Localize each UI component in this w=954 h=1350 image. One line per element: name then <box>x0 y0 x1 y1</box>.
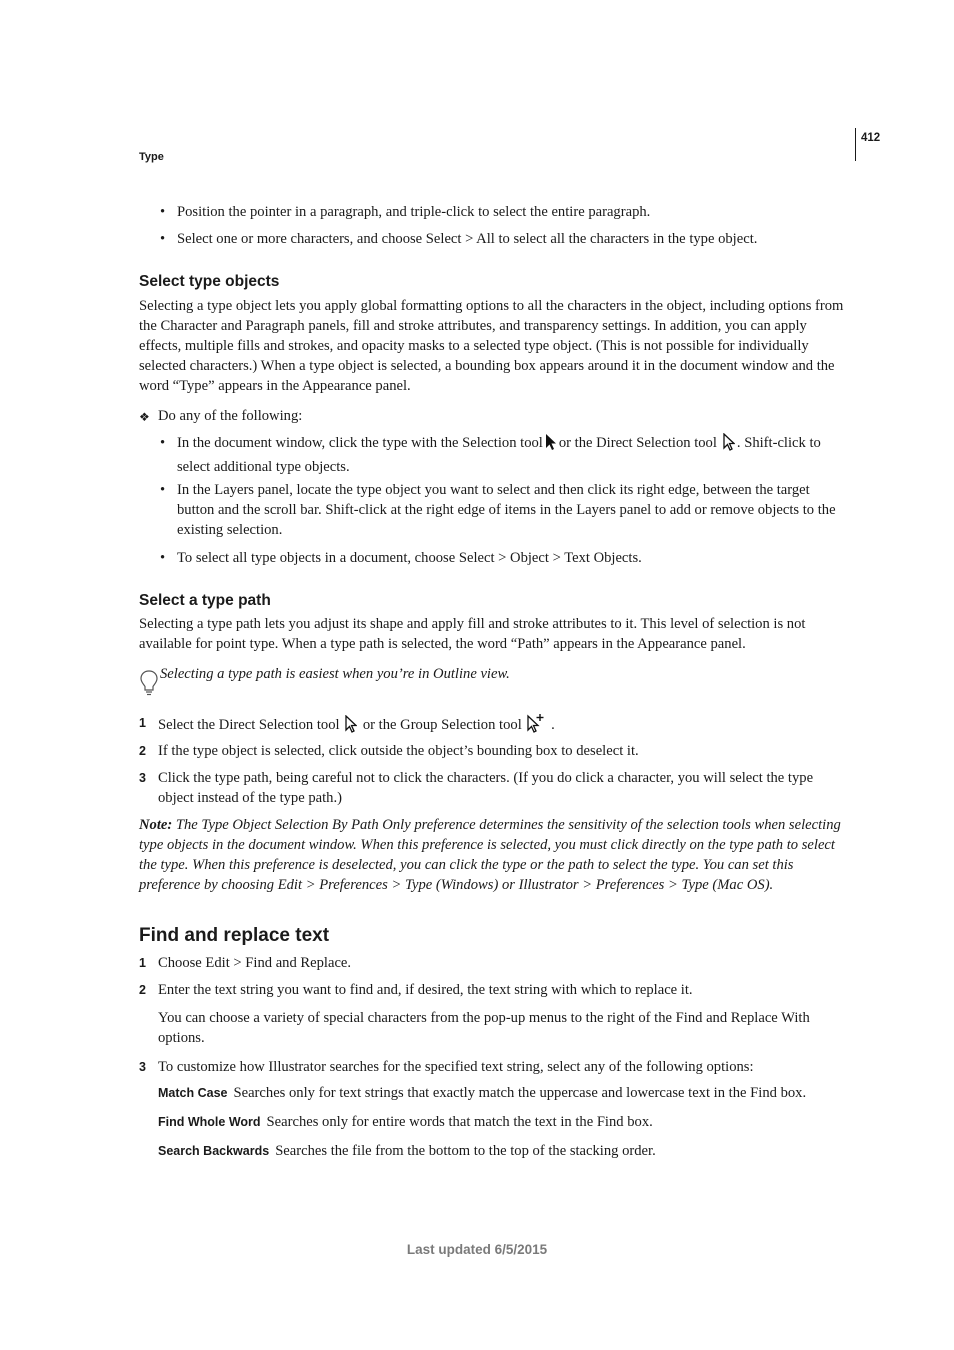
diamond-bullet-icon: ❖ <box>139 410 150 424</box>
bullet-marker: • <box>160 231 166 247</box>
list-item: Position the pointer in a paragraph, and triple-click to select the entire paragraph. <box>177 204 651 220</box>
paragraph: Selecting a type object lets you apply global formatting options to all the characters in the object, including options from the Character and Paragraph panels, fill and stroke attributes, and transparency settings. In addition, you can apply effects, multiple fills and strokes, and opacity masks to a selected type object. (This is not possible for individually selected characters.) When a type object is selected, a bounding box appears around it in the document window and the word “Type” appears in the Appearance panel. <box>139 298 844 394</box>
option-term: Search Backwards <box>158 1144 270 1158</box>
text-fragment: or the Group Selection tool <box>362 717 522 733</box>
step-text: Choose Edit > Find and Replace. <box>158 955 352 971</box>
paragraph: Selecting a type path lets you adjust its shape and apply fill and stroke attributes to it. This level of selection is not available for point type. When a type path is selected, the word “Path” appears in the Appearance panel. <box>139 616 806 652</box>
note-text: The Type Object Selection By Path Only preference determines the sensitivity of the selection tools when selecting type objects in the document window. When this preference is selected, you must click directly on the type path to select the type. When this preference is deselected, you can click the type or the path to select the type. You can set this preference by choosing Edit > Preferences > Type (Windows) or Illustrator > Preferences > Type (Mac OS). <box>139 817 841 893</box>
option-term: Match Case <box>158 1086 228 1100</box>
option-search-backwards <box>158 1141 849 1161</box>
option-match-case <box>158 1083 849 1103</box>
bullet-marker: • <box>160 482 166 498</box>
direct-selection-tool-icon <box>723 433 735 457</box>
text-fragment: Select the Direct Selection tool <box>158 717 340 733</box>
option-term: Find Whole Word <box>158 1115 261 1129</box>
step-number: 1 <box>139 956 146 970</box>
step-paragraph: You can choose a variety of special characters from the pop-up menus to the right of the Find and Replace With options. <box>158 1010 810 1046</box>
note-label: Note: <box>139 817 173 833</box>
selection-tool-icon <box>545 433 557 457</box>
direct-selection-tool-icon <box>345 715 357 739</box>
step-number: 3 <box>139 1060 146 1074</box>
group-selection-tool-icon <box>527 713 545 739</box>
option-find-whole-word <box>158 1112 849 1132</box>
footer-last-updated: Last updated 6/5/2015 <box>406 1242 548 1257</box>
section-heading-find-replace: Find and replace text <box>139 925 330 946</box>
step-number: 3 <box>139 771 146 785</box>
list-item: Select one or more characters, and choose Select > All to select all the characters in the type object. <box>177 231 758 247</box>
step-number: 1 <box>139 716 146 730</box>
bullet-marker: • <box>160 435 166 451</box>
section-title: Type <box>139 151 164 163</box>
bullet-marker: • <box>160 204 166 220</box>
section-heading-select-type-objects: Select type objects <box>139 273 280 290</box>
list-item <box>177 433 849 477</box>
option-desc: Searches only for text strings that exactly match the uppercase and lowercase text in the Find box. <box>233 1085 807 1101</box>
section-heading-select-type-path: Select a type path <box>139 592 271 609</box>
bullet-marker: • <box>160 550 166 566</box>
step-text: If the type object is selected, click outside the object’s bounding box to deselect it. <box>158 743 639 759</box>
text-fragment: In the document window, click the type with the Selection tool <box>177 435 543 451</box>
page-number: 412 <box>861 132 881 144</box>
text-fragment: . <box>551 717 555 733</box>
text-fragment: or the Direct Selection tool <box>558 435 717 451</box>
step-number: 2 <box>139 744 146 758</box>
step-text: Click the type path, being careful not to click the characters. (If you do click a character, you will select the type object instead of the type path.) <box>158 770 814 806</box>
step-text: To customize how Illustrator searches for the specified text string, select any of the following options: <box>158 1059 754 1075</box>
list-item: To select all type objects in a document, choose Select > Object > Text Objects. <box>177 550 642 566</box>
text-fragment: . Shift-click to select additional type objects. <box>177 435 821 475</box>
header-rule <box>855 128 856 161</box>
option-desc: Searches only for entire words that match the text in the Find box. <box>266 1114 653 1130</box>
step-text <box>158 713 849 739</box>
step-text: Enter the text string you want to find and, if desired, the text string with which to replace it. <box>158 982 693 998</box>
lightbulb-icon <box>139 669 159 703</box>
tip-text: Selecting a type path is easiest when you’re in Outline view. <box>160 666 510 682</box>
note <box>139 815 851 895</box>
step-number: 2 <box>139 983 146 997</box>
option-desc: Searches the file from the bottom to the top of the stacking order. <box>275 1143 656 1159</box>
instruction: Do any of the following: <box>158 408 303 424</box>
list-item: In the Layers panel, locate the type object you want to select and then click its right edge, between the target button and the scroll bar. Shift-click at the right edge of items in the Layers panel to add or remove objects to the existing selection. <box>177 482 836 538</box>
